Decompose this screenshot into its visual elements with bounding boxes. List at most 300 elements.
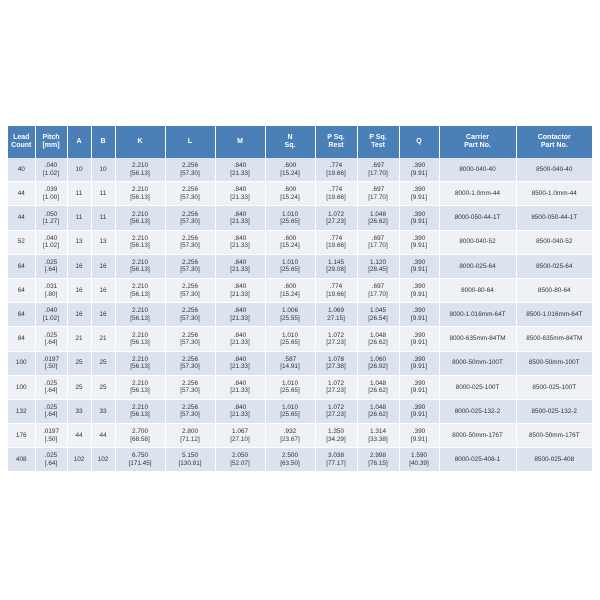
cell-value: 2.256 <box>182 234 198 242</box>
cell-value: [57.30] <box>180 242 200 250</box>
cell-value: [9.91] <box>411 338 427 346</box>
cell-m <box>215 375 265 399</box>
cell-b <box>91 206 115 230</box>
cell-carrier-part-no <box>439 351 516 375</box>
cell-value: .025 <box>44 379 58 387</box>
cell-contactor-part-no <box>516 327 592 351</box>
cell-pitch <box>35 278 67 302</box>
cell-k <box>115 424 165 448</box>
cell-m <box>215 448 265 472</box>
cell-q <box>399 448 439 472</box>
cell-value: [56.13] <box>130 363 150 371</box>
cell-value: .040 <box>44 162 58 170</box>
cell-k <box>115 254 165 278</box>
column-header-text: L <box>187 137 193 145</box>
cell-value: 408 <box>15 456 27 464</box>
cell-value: [15.24] <box>280 193 300 201</box>
cell-value: 1.067 <box>232 428 248 436</box>
cell-value: 1.072 <box>328 331 344 339</box>
cell-value: 132 <box>15 407 27 415</box>
cell-value: 1.010 <box>282 404 298 412</box>
cell-value: 2.210 <box>132 210 148 218</box>
cell-n-sq <box>265 424 315 448</box>
column-header-text: [mm] <box>42 142 60 149</box>
cell-value: 8500-050-44-1T <box>531 214 578 222</box>
column-header-text: P Sq. <box>327 133 345 141</box>
cell-n-sq <box>265 375 315 399</box>
cell-value: [57.30] <box>180 363 200 371</box>
cell-value: .587 <box>283 355 297 363</box>
cell-value: [28.45] <box>368 266 388 274</box>
cell-value: [27.23] <box>326 411 346 419</box>
cell-value: [56.13] <box>130 266 150 274</box>
cell-m <box>215 399 265 423</box>
cell-value: [57.30] <box>180 387 200 395</box>
cell-m <box>215 303 265 327</box>
cell-carrier-part-no <box>439 206 516 230</box>
cell-value: [.80] <box>44 290 58 298</box>
cell-value: 2.256 <box>182 331 198 339</box>
cell-contactor-part-no <box>516 206 592 230</box>
cell-value: [57.30] <box>180 217 200 225</box>
cell-value: 64 <box>17 311 25 319</box>
cell-value: 8500-1.0mm-44 <box>531 190 577 198</box>
column-header-m <box>215 126 265 158</box>
cell-p-sq-test <box>357 303 399 327</box>
table-header <box>8 126 592 158</box>
cell-value: .697 <box>371 234 385 242</box>
cell-carrier-part-no <box>439 278 516 302</box>
cell-value: .050 <box>44 210 58 218</box>
cell-value: .840 <box>233 283 247 291</box>
cell-value: 102 <box>97 456 109 464</box>
cell-value: .600 <box>283 162 297 170</box>
cell-value: .774 <box>329 162 343 170</box>
cell-a <box>67 351 91 375</box>
cell-l <box>165 278 215 302</box>
table-row <box>8 254 592 278</box>
cell-carrier-part-no <box>439 182 516 206</box>
cell-value: 25 <box>99 383 107 391</box>
cell-value: 2.256 <box>182 283 198 291</box>
cell-p-sq-test <box>357 448 399 472</box>
table-row <box>8 182 592 206</box>
cell-m <box>215 327 265 351</box>
cell-value: [21.33] <box>230 363 250 371</box>
cell-value: [9.91] <box>411 169 427 177</box>
cell-value: 13 <box>75 238 83 246</box>
cell-carrier-part-no <box>439 158 516 182</box>
column-header-text: Q <box>416 137 422 145</box>
cell-l <box>165 399 215 423</box>
cell-value: [25.65] <box>280 217 300 225</box>
cell-value: .025 <box>44 331 58 339</box>
table-row <box>8 303 592 327</box>
cell-value: [1.02] <box>43 169 59 177</box>
cell-p-sq-rest <box>315 254 357 278</box>
cell-lead-count <box>8 399 35 423</box>
cell-value: 1.048 <box>370 210 386 218</box>
cell-value: [9.91] <box>411 387 427 395</box>
column-header-text: Lead <box>13 133 30 141</box>
cell-q <box>399 303 439 327</box>
cell-lead-count <box>8 448 35 472</box>
cell-lead-count <box>8 230 35 254</box>
cell-n-sq <box>265 278 315 302</box>
cell-value: 8000-1.016mm-64T <box>449 311 506 319</box>
cell-value: .840 <box>233 404 247 412</box>
cell-value: 2.210 <box>132 355 148 363</box>
column-header-text: Carrier <box>466 133 489 141</box>
cell-value: [26.62] <box>368 338 388 346</box>
cell-contactor-part-no <box>516 158 592 182</box>
cell-value: [56.13] <box>130 411 150 419</box>
cell-value: [9.91] <box>411 435 427 443</box>
cell-value: [57.30] <box>180 338 200 346</box>
column-header-text: Test <box>371 142 385 149</box>
cell-value: 44 <box>75 431 83 439</box>
cell-value: 2.210 <box>132 234 148 242</box>
column-header-text: Part No. <box>464 142 491 149</box>
cell-p-sq-test <box>357 375 399 399</box>
cell-value: 8000-040-40 <box>459 165 496 173</box>
cell-value: [26.54] <box>368 314 388 322</box>
cell-value: 8500-50mm-100T <box>528 359 580 367</box>
cell-value: 8500-1.016mm-64T <box>526 311 583 319</box>
cell-contactor-part-no <box>516 375 592 399</box>
cell-m <box>215 206 265 230</box>
cell-q <box>399 424 439 448</box>
cell-value: 84 <box>17 335 25 343</box>
cell-value: [52.07] <box>230 459 250 467</box>
cell-q <box>399 399 439 423</box>
cell-value: [9.91] <box>411 193 427 201</box>
cell-q <box>399 158 439 182</box>
cell-value: 11 <box>75 214 83 222</box>
column-header-q <box>399 126 439 158</box>
cell-q <box>399 206 439 230</box>
cell-value: [17.70] <box>368 193 388 201</box>
cell-value: 1.010 <box>282 331 298 339</box>
cell-value: 1.010 <box>282 379 298 387</box>
cell-l <box>165 327 215 351</box>
cell-a <box>67 375 91 399</box>
cell-value: [27.23] <box>326 387 346 395</box>
cell-value: [26.62] <box>368 217 388 225</box>
cell-value: 2.210 <box>132 258 148 266</box>
cell-value: 16 <box>75 286 83 294</box>
cell-k <box>115 399 165 423</box>
cell-value: [1.00] <box>43 193 59 201</box>
cell-l <box>165 351 215 375</box>
cell-value: [56.13] <box>130 193 150 201</box>
cell-p-sq-rest <box>315 158 357 182</box>
cell-value: .390 <box>412 258 426 266</box>
cell-value: [15.24] <box>280 169 300 177</box>
cell-value: .031 <box>44 283 58 291</box>
cell-b <box>91 303 115 327</box>
cell-value: [1.02] <box>43 242 59 250</box>
cell-l <box>165 303 215 327</box>
cell-m <box>215 230 265 254</box>
cell-value: .840 <box>233 162 247 170</box>
cell-l <box>165 375 215 399</box>
cell-carrier-part-no <box>439 230 516 254</box>
column-header-n-sq <box>265 126 315 158</box>
cell-value: .390 <box>412 210 426 218</box>
cell-p-sq-rest <box>315 182 357 206</box>
cell-a <box>67 424 91 448</box>
cell-value: [23.67] <box>280 435 300 443</box>
column-header-text: Contactor <box>537 133 571 141</box>
column-header-text: Part No. <box>540 142 568 149</box>
cell-value: [.64] <box>44 387 58 395</box>
cell-p-sq-rest <box>315 206 357 230</box>
cell-value: .390 <box>412 379 426 387</box>
cell-value: [25.55] <box>280 314 300 322</box>
column-header-l <box>165 126 215 158</box>
cell-value: .600 <box>283 186 297 194</box>
column-header-text: N <box>287 133 293 141</box>
cell-value: 33 <box>99 407 107 415</box>
cell-b <box>91 327 115 351</box>
cell-value: .390 <box>412 186 426 194</box>
cell-k <box>115 448 165 472</box>
cell-value: 8500-025-408 <box>534 456 575 464</box>
cell-pitch <box>35 254 67 278</box>
cell-l <box>165 230 215 254</box>
cell-value: 52 <box>17 238 25 246</box>
cell-value: .390 <box>412 331 426 339</box>
cell-k <box>115 351 165 375</box>
cell-n-sq <box>265 230 315 254</box>
cell-lead-count <box>8 158 35 182</box>
cell-p-sq-test <box>357 399 399 423</box>
cell-contactor-part-no <box>516 399 592 423</box>
table-row <box>8 206 592 230</box>
cell-l <box>165 206 215 230</box>
cell-n-sq <box>265 182 315 206</box>
cell-value: 11 <box>99 214 107 222</box>
cell-value: 1.010 <box>282 210 298 218</box>
cell-a <box>67 327 91 351</box>
cell-a <box>67 448 91 472</box>
cell-value: 2.500 <box>282 452 298 460</box>
cell-value: 1.006 <box>282 307 298 315</box>
cell-pitch <box>35 424 67 448</box>
cell-value: .040 <box>44 234 58 242</box>
cell-q <box>399 375 439 399</box>
cell-value: 64 <box>17 286 25 294</box>
column-header-text: B <box>100 137 106 145</box>
cell-contactor-part-no <box>516 278 592 302</box>
column-header-carrier-part-no <box>439 126 516 158</box>
cell-p-sq-test <box>357 182 399 206</box>
cell-value: 16 <box>99 286 107 294</box>
cell-value: [.64] <box>44 459 58 467</box>
cell-value: 1.350 <box>328 428 344 436</box>
cell-lead-count <box>8 182 35 206</box>
cell-value: .390 <box>412 307 426 315</box>
cell-p-sq-test <box>357 424 399 448</box>
cell-value: .390 <box>412 234 426 242</box>
cell-value: 1.590 <box>411 452 427 460</box>
cell-value: .697 <box>371 162 385 170</box>
cell-k <box>115 303 165 327</box>
cell-value: 1.072 <box>328 379 344 387</box>
cell-value: .390 <box>412 162 426 170</box>
cell-value: [21.33] <box>230 217 250 225</box>
cell-value: [21.33] <box>230 266 250 274</box>
cell-a <box>67 278 91 302</box>
cell-value: 2.998 <box>370 452 386 460</box>
cell-value: .040 <box>44 307 58 315</box>
cell-pitch <box>35 375 67 399</box>
cell-value: [21.33] <box>230 338 250 346</box>
cell-lead-count <box>8 424 35 448</box>
cell-n-sq <box>265 399 315 423</box>
cell-value: 8000-025-132-2 <box>454 407 501 415</box>
cell-value: [9.91] <box>411 290 427 298</box>
cell-a <box>67 399 91 423</box>
cell-value: .840 <box>233 331 247 339</box>
cell-value: [25.65] <box>280 266 300 274</box>
cell-value: [21.33] <box>230 242 250 250</box>
cell-value: 2.256 <box>182 404 198 412</box>
cell-a <box>67 182 91 206</box>
cell-value: [68.58] <box>130 435 150 443</box>
cell-value: [25.65] <box>280 411 300 419</box>
cell-lead-count <box>8 303 35 327</box>
cell-value: 25 <box>75 359 83 367</box>
column-header-text: M <box>237 137 243 145</box>
cell-value: [21.33] <box>230 387 250 395</box>
cell-q <box>399 278 439 302</box>
cell-value: 1.060 <box>370 355 386 363</box>
cell-value: [33.38] <box>368 435 388 443</box>
cell-value: 8000-50mm-176T <box>452 431 503 439</box>
cell-q <box>399 254 439 278</box>
table-row <box>8 351 592 375</box>
cell-k <box>115 182 165 206</box>
cell-value: [21.33] <box>230 169 250 177</box>
cell-value: [17.70] <box>368 290 388 298</box>
cell-value: .0197 <box>43 428 59 436</box>
cell-value: 2.210 <box>132 307 148 315</box>
table-body <box>8 158 592 472</box>
cell-value: .0197 <box>43 355 59 363</box>
table-row <box>8 399 592 423</box>
cell-pitch <box>35 158 67 182</box>
cell-value: [63.50] <box>280 459 300 467</box>
cell-n-sq <box>265 448 315 472</box>
cell-value: 8500-025-100T <box>532 383 577 391</box>
cell-lead-count <box>8 375 35 399</box>
cell-value: [.50] <box>44 363 58 371</box>
cell-value: 1.069 <box>328 307 344 315</box>
cell-value: 16 <box>75 262 83 270</box>
cell-value: 16 <box>99 262 107 270</box>
cell-value: 11 <box>75 190 83 198</box>
cell-value: 25 <box>99 359 107 367</box>
cell-a <box>67 206 91 230</box>
cell-value: [9.91] <box>411 242 427 250</box>
cell-value: 8000-025-100T <box>455 383 500 391</box>
cell-b <box>91 278 115 302</box>
cell-value: [71.12] <box>180 435 200 443</box>
cell-lead-count <box>8 351 35 375</box>
cell-value: [77.17] <box>326 459 346 467</box>
cell-contactor-part-no <box>516 254 592 278</box>
cell-value: 25 <box>75 383 83 391</box>
cell-b <box>91 158 115 182</box>
cell-value: 5.150 <box>182 452 198 460</box>
cell-value: [56.13] <box>130 314 150 322</box>
cell-value: [56.13] <box>130 338 150 346</box>
cell-k <box>115 327 165 351</box>
cell-value: [1.02] <box>43 314 59 322</box>
cell-value: [57.30] <box>180 193 200 201</box>
cell-b <box>91 351 115 375</box>
cell-a <box>67 254 91 278</box>
cell-value: .932 <box>283 428 297 436</box>
cell-value: [17.70] <box>368 169 388 177</box>
cell-value: 44 <box>17 190 25 198</box>
cell-b <box>91 448 115 472</box>
cell-p-sq-test <box>357 206 399 230</box>
cell-value: [130.81] <box>178 459 202 467</box>
cell-value: 33 <box>75 407 83 415</box>
cell-value: .025 <box>44 404 58 412</box>
cell-value: [.64] <box>44 266 58 274</box>
cell-b <box>91 254 115 278</box>
cell-value: 2.050 <box>232 452 248 460</box>
cell-value: 1.072 <box>328 404 344 412</box>
cell-value: [1.27] <box>43 217 59 225</box>
cell-carrier-part-no <box>439 303 516 327</box>
cell-p-sq-rest <box>315 351 357 375</box>
cell-q <box>399 230 439 254</box>
cell-value: [57.30] <box>180 411 200 419</box>
cell-n-sq <box>265 351 315 375</box>
cell-value: 8000-050-44-1T <box>454 214 501 222</box>
cell-pitch <box>35 399 67 423</box>
cell-value: [19.66] <box>326 193 346 201</box>
column-header-k <box>115 126 165 158</box>
cell-b <box>91 424 115 448</box>
cell-value: 2.800 <box>182 428 198 436</box>
cell-value: [19.66] <box>326 242 346 250</box>
cell-k <box>115 158 165 182</box>
cell-value: 1.048 <box>370 404 386 412</box>
column-header-text: Rest <box>328 142 344 149</box>
cell-value: 8000-1.0mm-44 <box>454 190 501 198</box>
cell-value: [9.91] <box>411 411 427 419</box>
cell-value: 13 <box>99 238 107 246</box>
cell-b <box>91 182 115 206</box>
cell-value: 2.256 <box>182 210 198 218</box>
cell-k <box>115 278 165 302</box>
cell-value: 3.038 <box>328 452 344 460</box>
cell-value: 44 <box>99 431 107 439</box>
cell-value: .697 <box>371 283 385 291</box>
cell-value: [76.15] <box>368 459 388 467</box>
cell-value: [9.91] <box>411 363 427 371</box>
cell-value: 1.010 <box>282 258 298 266</box>
cell-value: 11 <box>99 190 107 198</box>
cell-value: 2.210 <box>132 283 148 291</box>
cell-value: [21.33] <box>230 411 250 419</box>
